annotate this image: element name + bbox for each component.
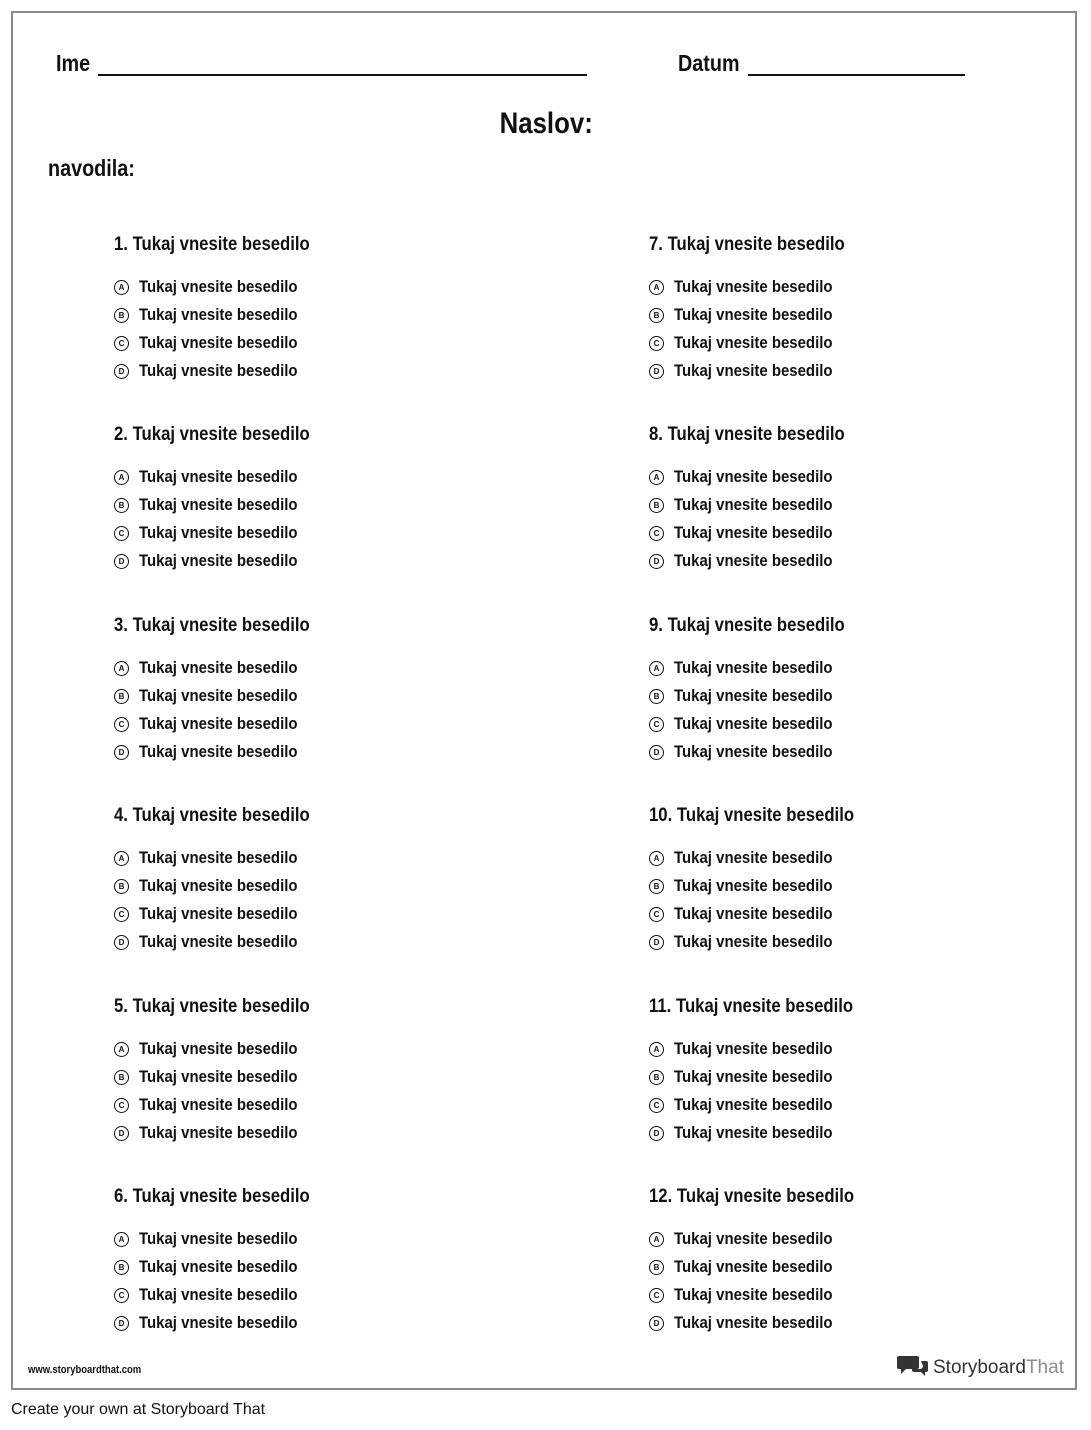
- question-10: [649, 803, 1079, 956]
- question-3: [114, 613, 544, 766]
- question-7: [649, 232, 1079, 385]
- option-letter-circle-icon[interactable]: C: [114, 1098, 129, 1113]
- instructions-label: navodila:: [48, 155, 135, 181]
- answer-option[interactable]: [114, 1119, 544, 1147]
- option-letter-circle-icon[interactable]: A: [649, 851, 664, 866]
- option-text: Tukaj vnesite besedilo: [674, 333, 833, 352]
- option-text: Tukaj vnesite besedilo: [674, 714, 833, 733]
- answer-option[interactable]: [114, 547, 544, 575]
- answer-options: [649, 463, 1079, 575]
- question-6: [114, 1184, 544, 1337]
- option-text: Tukaj vnesite besedilo: [674, 495, 833, 514]
- option-text: Tukaj vnesite besedilo: [674, 1123, 833, 1142]
- answer-options: [114, 844, 544, 956]
- answer-option[interactable]: [114, 900, 544, 928]
- option-letter-circle-icon[interactable]: D: [114, 745, 129, 760]
- option-letter-circle-icon[interactable]: D: [649, 554, 664, 569]
- option-letter-circle-icon[interactable]: A: [649, 1232, 664, 1247]
- option-letter-circle-icon[interactable]: A: [649, 661, 664, 676]
- answer-option[interactable]: [649, 1281, 1079, 1309]
- answer-options: [114, 1225, 544, 1337]
- footer-url[interactable]: www.storyboardthat.com: [28, 1364, 142, 1376]
- option-letter-circle-icon[interactable]: C: [649, 336, 664, 351]
- option-text: Tukaj vnesite besedilo: [674, 523, 833, 542]
- option-text: Tukaj vnesite besedilo: [674, 904, 833, 923]
- option-letter-circle-icon[interactable]: C: [649, 1288, 664, 1303]
- option-letter-circle-icon[interactable]: B: [114, 308, 129, 323]
- option-text: Tukaj vnesite besedilo: [139, 686, 298, 705]
- create-caption[interactable]: Create your own at Storyboard That: [11, 1401, 266, 1418]
- answer-option[interactable]: [649, 872, 1079, 900]
- answer-option[interactable]: [114, 1063, 544, 1091]
- option-letter-circle-icon[interactable]: A: [649, 1042, 664, 1057]
- answer-options: [649, 1035, 1079, 1147]
- question-title: 3. Tukaj vnesite besedilo: [114, 615, 310, 636]
- date-line: [748, 74, 965, 76]
- option-letter-circle-icon[interactable]: A: [114, 661, 129, 676]
- question-title: 7. Tukaj vnesite besedilo: [649, 234, 845, 255]
- answer-option[interactable]: [114, 519, 544, 547]
- name-label: Ime: [56, 50, 91, 76]
- answer-option[interactable]: [649, 682, 1079, 710]
- answer-options: [114, 273, 544, 385]
- option-letter-circle-icon[interactable]: D: [649, 935, 664, 950]
- question-title: 11. Tukaj vnesite besedilo: [649, 996, 854, 1017]
- answer-option[interactable]: [114, 1225, 544, 1253]
- option-text: Tukaj vnesite besedilo: [674, 658, 833, 677]
- option-text: Tukaj vnesite besedilo: [674, 848, 833, 867]
- question-title: 9. Tukaj vnesite besedilo: [649, 615, 845, 636]
- option-letter-circle-icon[interactable]: C: [114, 526, 129, 541]
- answer-option[interactable]: [649, 928, 1079, 956]
- answer-option[interactable]: [649, 1253, 1079, 1281]
- option-text: Tukaj vnesite besedilo: [674, 876, 833, 895]
- option-letter-circle-icon[interactable]: B: [114, 1260, 129, 1275]
- option-letter-circle-icon[interactable]: B: [114, 498, 129, 513]
- answer-options: [649, 273, 1079, 385]
- option-text: Tukaj vnesite besedilo: [139, 361, 298, 380]
- option-letter-circle-icon[interactable]: B: [114, 1070, 129, 1085]
- option-text: Tukaj vnesite besedilo: [139, 467, 298, 486]
- answer-option[interactable]: [114, 1253, 544, 1281]
- option-text: Tukaj vnesite besedilo: [674, 1257, 833, 1276]
- answer-option[interactable]: [649, 1225, 1079, 1253]
- question-title: 4. Tukaj vnesite besedilo: [114, 805, 310, 826]
- option-text: Tukaj vnesite besedilo: [139, 523, 298, 542]
- option-text: Tukaj vnesite besedilo: [674, 551, 833, 570]
- answer-option[interactable]: [114, 844, 544, 872]
- answer-option[interactable]: [649, 1063, 1079, 1091]
- option-text: Tukaj vnesite besedilo: [674, 686, 833, 705]
- option-letter-circle-icon[interactable]: A: [114, 1232, 129, 1247]
- option-letter-circle-icon[interactable]: B: [649, 1070, 664, 1085]
- answer-option[interactable]: [114, 357, 544, 385]
- option-letter-circle-icon[interactable]: B: [649, 308, 664, 323]
- answer-option[interactable]: [114, 928, 544, 956]
- answer-option[interactable]: [114, 710, 544, 738]
- question-4: [114, 803, 544, 956]
- option-letter-circle-icon[interactable]: C: [114, 336, 129, 351]
- option-text: Tukaj vnesite besedilo: [139, 1313, 298, 1332]
- answer-option[interactable]: [649, 301, 1079, 329]
- question-12: [649, 1184, 1079, 1337]
- speech-bubbles-icon: [897, 1353, 929, 1382]
- answer-options: [114, 654, 544, 766]
- answer-option[interactable]: [114, 463, 544, 491]
- option-text: Tukaj vnesite besedilo: [674, 742, 833, 761]
- option-text: Tukaj vnesite besedilo: [139, 495, 298, 514]
- answer-option[interactable]: [114, 682, 544, 710]
- option-text: Tukaj vnesite besedilo: [139, 658, 298, 677]
- option-letter-circle-icon[interactable]: C: [649, 1098, 664, 1113]
- option-letter-circle-icon[interactable]: D: [114, 554, 129, 569]
- answer-option[interactable]: [114, 738, 544, 766]
- option-letter-circle-icon[interactable]: C: [114, 717, 129, 732]
- option-letter-circle-icon[interactable]: A: [114, 280, 129, 295]
- answer-option[interactable]: [649, 1119, 1079, 1147]
- answer-option[interactable]: [114, 301, 544, 329]
- option-text: Tukaj vnesite besedilo: [674, 361, 833, 380]
- option-text: Tukaj vnesite besedilo: [139, 876, 298, 895]
- answer-options: [649, 1225, 1079, 1337]
- option-text: Tukaj vnesite besedilo: [139, 1123, 298, 1142]
- option-letter-circle-icon[interactable]: A: [649, 470, 664, 485]
- option-letter-circle-icon[interactable]: D: [114, 1316, 129, 1331]
- option-text: Tukaj vnesite besedilo: [139, 551, 298, 570]
- option-letter-circle-icon[interactable]: B: [649, 498, 664, 513]
- option-text: Tukaj vnesite besedilo: [139, 277, 298, 296]
- name-line: [98, 74, 587, 76]
- option-letter-circle-icon[interactable]: B: [114, 689, 129, 704]
- option-letter-circle-icon[interactable]: A: [114, 851, 129, 866]
- option-text: Tukaj vnesite besedilo: [674, 467, 833, 486]
- option-text: Tukaj vnesite besedilo: [674, 1285, 833, 1304]
- option-letter-circle-icon[interactable]: B: [649, 689, 664, 704]
- option-letter-circle-icon[interactable]: D: [114, 364, 129, 379]
- option-text: Tukaj vnesite besedilo: [139, 1039, 298, 1058]
- answer-option[interactable]: [649, 1035, 1079, 1063]
- option-text: Tukaj vnesite besedilo: [674, 1229, 833, 1248]
- question-5: [114, 994, 544, 1147]
- option-text: Tukaj vnesite besedilo: [139, 1095, 298, 1114]
- question-title: 6. Tukaj vnesite besedilo: [114, 1186, 310, 1207]
- answer-option[interactable]: [649, 1091, 1079, 1119]
- answer-options: [114, 1035, 544, 1147]
- answer-option[interactable]: [649, 491, 1079, 519]
- option-letter-circle-icon[interactable]: D: [649, 1316, 664, 1331]
- option-letter-circle-icon[interactable]: C: [649, 907, 664, 922]
- option-letter-circle-icon[interactable]: C: [114, 907, 129, 922]
- brand-name: StoryboardThat: [933, 1356, 1064, 1378]
- answer-option[interactable]: [649, 900, 1079, 928]
- option-text: Tukaj vnesite besedilo: [674, 1039, 833, 1058]
- date-label: Datum: [678, 50, 740, 76]
- storyboardthat-logo[interactable]: [897, 1353, 1064, 1382]
- answer-option[interactable]: [114, 1281, 544, 1309]
- option-text: Tukaj vnesite besedilo: [139, 904, 298, 923]
- worksheet-title: Naslov:: [499, 107, 593, 140]
- option-letter-circle-icon[interactable]: D: [114, 1126, 129, 1141]
- option-letter-circle-icon[interactable]: D: [649, 364, 664, 379]
- answer-options: [649, 844, 1079, 956]
- option-text: Tukaj vnesite besedilo: [139, 1285, 298, 1304]
- question-11: [649, 994, 1079, 1147]
- worksheet: [11, 11, 1077, 1390]
- question-1: [114, 232, 544, 385]
- question-8: [649, 422, 1079, 575]
- answer-option[interactable]: [649, 844, 1079, 872]
- option-text: Tukaj vnesite besedilo: [139, 305, 298, 324]
- question-title: 12. Tukaj vnesite besedilo: [649, 1186, 855, 1207]
- answer-option[interactable]: [649, 519, 1079, 547]
- option-text: Tukaj vnesite besedilo: [139, 1067, 298, 1086]
- answer-options: [114, 463, 544, 575]
- answer-option[interactable]: [649, 1309, 1079, 1337]
- question-title: 8. Tukaj vnesite besedilo: [649, 424, 845, 445]
- option-text: Tukaj vnesite besedilo: [674, 1313, 833, 1332]
- answer-option[interactable]: [114, 329, 544, 357]
- answer-option[interactable]: [649, 654, 1079, 682]
- option-letter-circle-icon[interactable]: B: [114, 879, 129, 894]
- option-text: Tukaj vnesite besedilo: [674, 1095, 833, 1114]
- answer-option[interactable]: [649, 710, 1079, 738]
- answer-option[interactable]: [649, 329, 1079, 357]
- option-letter-circle-icon[interactable]: C: [649, 717, 664, 732]
- option-letter-circle-icon[interactable]: A: [114, 470, 129, 485]
- question-title: 1. Tukaj vnesite besedilo: [114, 234, 310, 255]
- question-9: [649, 613, 1079, 766]
- answer-option[interactable]: [649, 738, 1079, 766]
- option-letter-circle-icon[interactable]: D: [649, 745, 664, 760]
- option-letter-circle-icon[interactable]: C: [649, 526, 664, 541]
- option-text: Tukaj vnesite besedilo: [674, 932, 833, 951]
- answer-option[interactable]: [649, 463, 1079, 491]
- question-title: 5. Tukaj vnesite besedilo: [114, 996, 310, 1017]
- option-text: Tukaj vnesite besedilo: [139, 742, 298, 761]
- answer-option[interactable]: [114, 1091, 544, 1119]
- option-text: Tukaj vnesite besedilo: [139, 1257, 298, 1276]
- answer-option[interactable]: [649, 273, 1079, 301]
- option-text: Tukaj vnesite besedilo: [139, 1229, 298, 1248]
- option-letter-circle-icon[interactable]: A: [649, 280, 664, 295]
- answer-option[interactable]: [114, 654, 544, 682]
- option-letter-circle-icon[interactable]: A: [114, 1042, 129, 1057]
- option-text: Tukaj vnesite besedilo: [139, 333, 298, 352]
- question-title: 10. Tukaj vnesite besedilo: [649, 805, 855, 826]
- option-text: Tukaj vnesite besedilo: [139, 932, 298, 951]
- answer-option[interactable]: [649, 547, 1079, 575]
- option-letter-circle-icon[interactable]: D: [114, 935, 129, 950]
- option-text: Tukaj vnesite besedilo: [674, 1067, 833, 1086]
- answer-option[interactable]: [114, 273, 544, 301]
- question-title: 2. Tukaj vnesite besedilo: [114, 424, 310, 445]
- answer-option[interactable]: [114, 872, 544, 900]
- answer-option[interactable]: [649, 357, 1079, 385]
- answer-option[interactable]: [114, 491, 544, 519]
- option-text: Tukaj vnesite besedilo: [139, 714, 298, 733]
- answer-options: [649, 654, 1079, 766]
- answer-option[interactable]: [114, 1309, 544, 1337]
- option-text: Tukaj vnesite besedilo: [674, 277, 833, 296]
- option-letter-circle-icon[interactable]: B: [649, 1260, 664, 1275]
- option-text: Tukaj vnesite besedilo: [139, 848, 298, 867]
- option-letter-circle-icon[interactable]: C: [114, 1288, 129, 1303]
- option-text: Tukaj vnesite besedilo: [674, 305, 833, 324]
- option-letter-circle-icon[interactable]: B: [649, 879, 664, 894]
- answer-option[interactable]: [114, 1035, 544, 1063]
- option-letter-circle-icon[interactable]: D: [649, 1126, 664, 1141]
- question-2: [114, 422, 544, 575]
